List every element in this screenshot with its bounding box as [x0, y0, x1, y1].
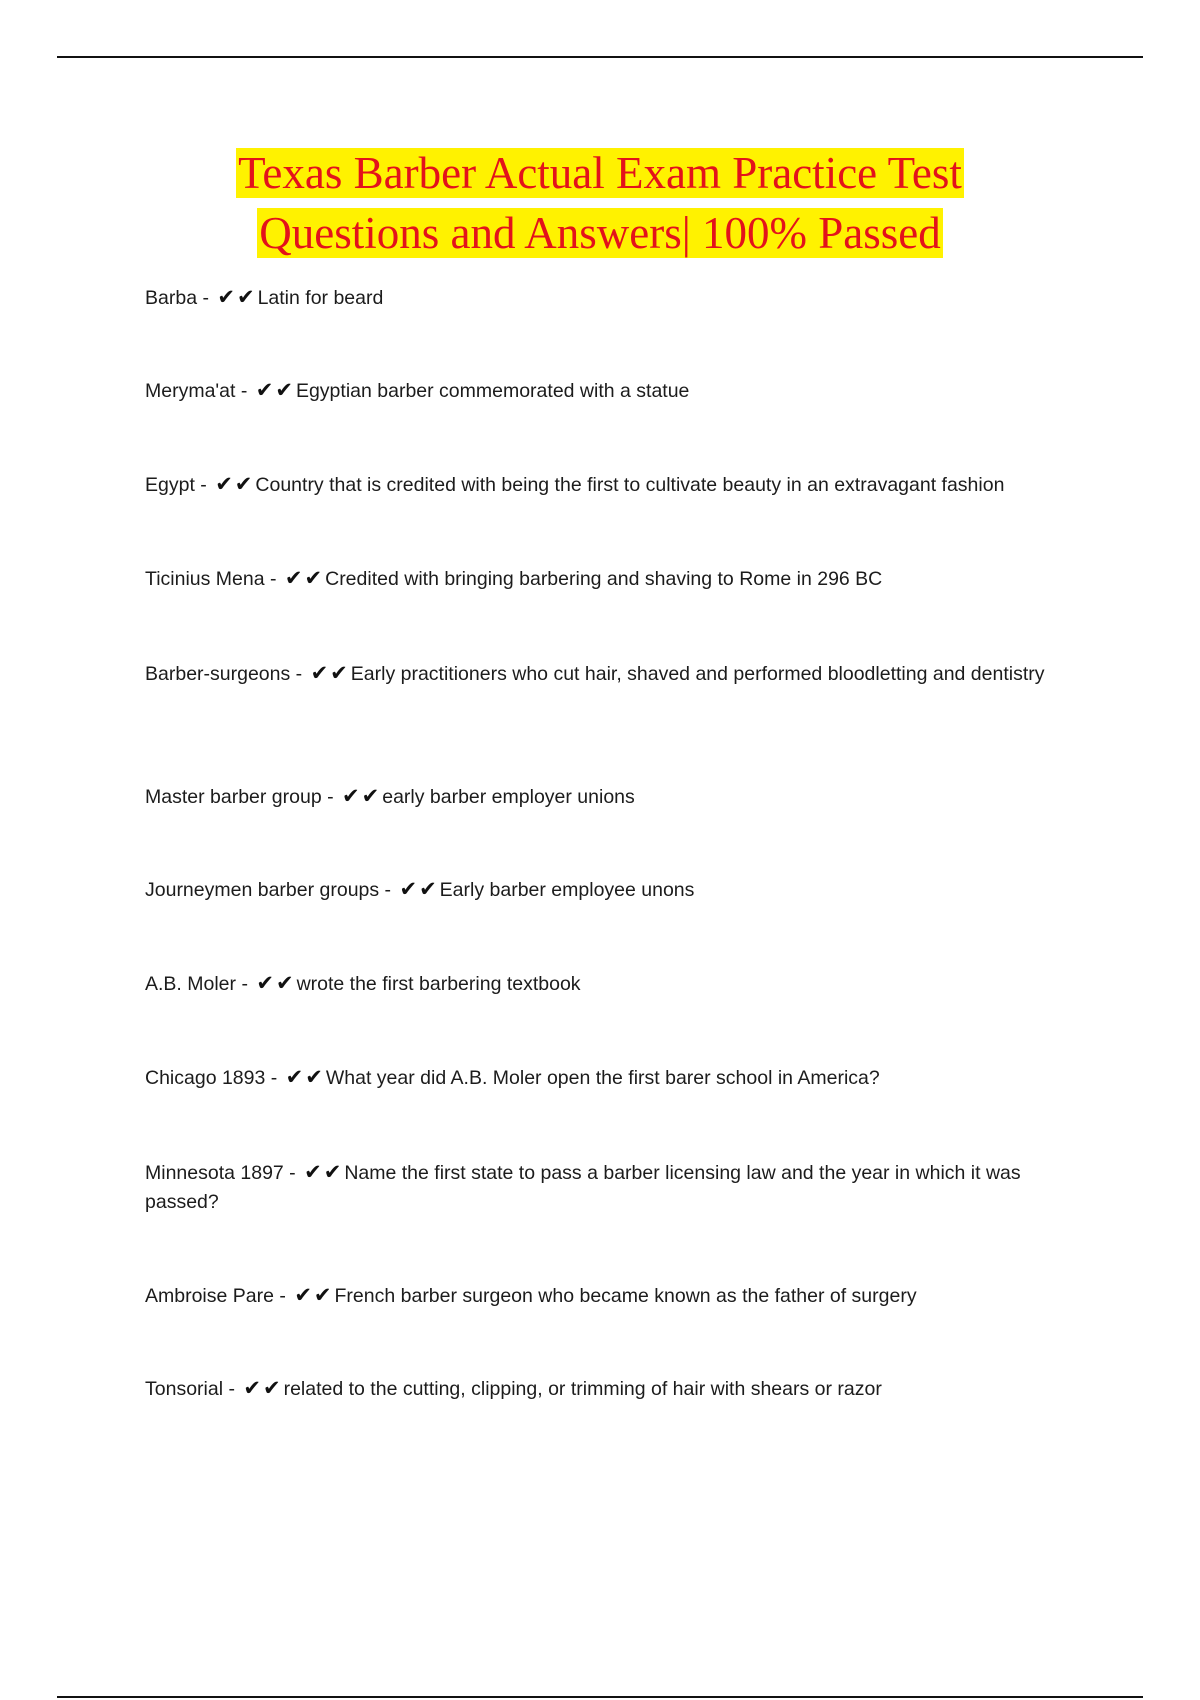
title-line-2: Questions and Answers| 100% Passed — [259, 208, 941, 258]
entry-definition: Credited with bringing barbering and shaving to Rome in 296 BC — [325, 568, 883, 590]
qa-entry — [145, 1063, 1080, 1093]
qa-entry — [145, 969, 1080, 999]
checkmark-icon: ✔✔ — [255, 378, 295, 402]
entry-term: Tonsorial - — [145, 1378, 241, 1400]
checkmark-icon: ✔✔ — [284, 566, 325, 590]
checkmark-icon: ✔✔ — [399, 877, 439, 901]
qa-entry — [145, 470, 1080, 500]
entry-term: Ticinius Mena - — [145, 568, 282, 590]
entry-term: Minnesota 1897 - — [145, 1162, 302, 1184]
title-line-1: Texas Barber Actual Exam Practice Test — [238, 148, 962, 198]
entry-definition: Early practitioners who cut hair, shaved and performed bloodletting and dentistry — [350, 663, 1045, 685]
checkmark-icon: ✔✔ — [243, 1376, 283, 1400]
qa-entry — [145, 782, 1080, 812]
footer-rule — [57, 1696, 1143, 1698]
checkmark-icon: ✔✔ — [342, 784, 382, 808]
entry-term: Journeymen barber groups - — [145, 879, 397, 901]
entry-term: Barber-surgeons - — [145, 663, 308, 685]
entry-definition: wrote the first barbering textbook — [296, 973, 581, 995]
checkmark-icon: ✔✔ — [310, 661, 350, 685]
entry-definition: Name the first state to pass a barber licensing law and the year in which it was passed? — [145, 1162, 1021, 1213]
entry-definition: related to the cutting, clipping, or trimming of hair with shears or razor — [283, 1378, 882, 1400]
qa-entry — [145, 376, 1080, 406]
entry-definition: What year did A.B. Moler open the first barer school in America? — [325, 1067, 880, 1089]
checkmark-icon: ✔✔ — [294, 1283, 334, 1307]
qa-entry — [145, 564, 1080, 594]
entry-term: A.B. Moler - — [145, 973, 254, 995]
qa-entry — [145, 283, 1080, 313]
checkmark-icon: ✔✔ — [285, 1065, 325, 1089]
checkmark-icon: ✔✔ — [215, 472, 255, 496]
qa-entry — [145, 659, 1080, 689]
checkmark-icon: ✔✔ — [304, 1160, 344, 1184]
entry-term: Chicago 1893 - — [145, 1067, 283, 1089]
qa-entry — [145, 1158, 1080, 1217]
entry-definition: Egyptian barber commemorated with a statue — [295, 380, 690, 402]
qa-entry — [145, 875, 1080, 905]
entry-definition: Early barber employee unons — [439, 879, 695, 901]
qa-entry — [145, 1281, 1080, 1311]
entry-term: Egypt - — [145, 474, 213, 496]
entry-term: Meryma'at - — [145, 380, 253, 402]
checkmark-icon: ✔✔ — [217, 285, 257, 309]
entry-definition: Latin for beard — [257, 287, 384, 309]
entry-term: Ambroise Pare - — [145, 1285, 292, 1307]
entry-definition: French barber surgeon who became known as the father of surgery — [334, 1285, 917, 1307]
qa-entry — [145, 1374, 1080, 1404]
entry-term: Master barber group - — [145, 786, 340, 808]
entry-definition: Country that is credited with being the first to cultivate beauty in an extravagant fashion — [255, 474, 1005, 496]
checkmark-icon: ✔✔ — [256, 971, 296, 995]
entry-term: Barba - — [145, 287, 215, 309]
entry-definition: early barber employer unions — [382, 786, 635, 808]
